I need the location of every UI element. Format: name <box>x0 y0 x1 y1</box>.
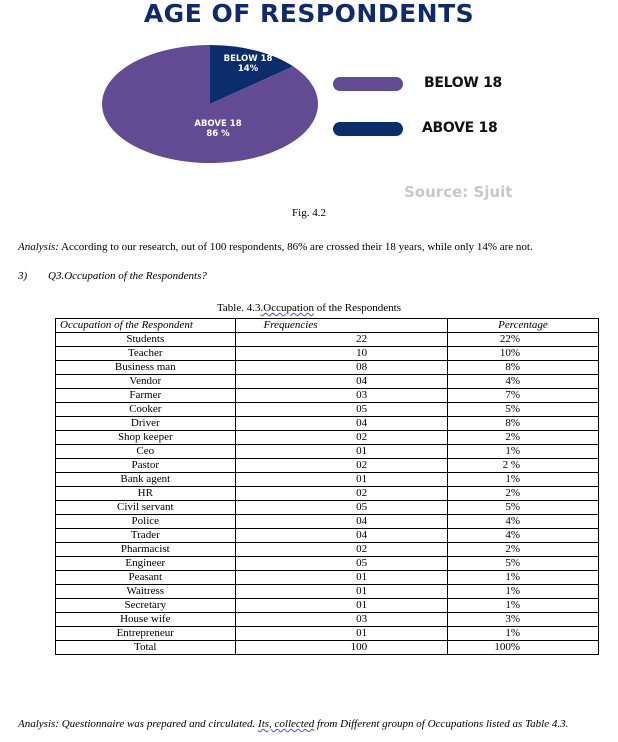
pie-slice-value-label: 86 % <box>206 129 230 139</box>
cell-occupation: Trader <box>56 529 236 543</box>
table-row <box>56 501 599 515</box>
cell-percentage: 8% <box>448 417 599 431</box>
table-row <box>56 571 599 585</box>
cell-occupation: Waitress <box>56 585 236 599</box>
cell-percentage: 5% <box>448 403 599 417</box>
cell-occupation: Police <box>56 515 236 529</box>
cell-frequency: 01 <box>235 473 448 487</box>
chart-source: Source: Sjuit <box>404 183 513 201</box>
cell-frequency: 03 <box>235 389 448 403</box>
cell-occupation: Entrepreneur <box>56 627 236 641</box>
cell-occupation: Teacher <box>56 347 236 361</box>
legend-swatch-above-18 <box>333 122 403 136</box>
cell-percentage: 2% <box>448 431 599 445</box>
cell-frequency: 22 <box>235 333 448 347</box>
occupation-table <box>55 318 599 655</box>
table-caption-prefix: Table. 4.3 <box>216 302 261 314</box>
cell-percentage: 1% <box>448 571 599 585</box>
cell-frequency: 02 <box>235 459 448 473</box>
cell-percentage: 4% <box>448 375 599 389</box>
cell-frequency: 01 <box>235 571 448 585</box>
question-text: Q3.Occupation of the Respondents? <box>48 270 207 282</box>
cell-occupation: Driver <box>56 417 236 431</box>
cell-frequency: 05 <box>235 403 448 417</box>
cell-percentage: 3% <box>448 613 599 627</box>
cell-frequency: 01 <box>235 599 448 613</box>
question-number: 3) <box>18 270 28 282</box>
table-row <box>56 361 599 375</box>
table-total-row <box>56 641 599 655</box>
table-caption <box>0 302 618 314</box>
table-row <box>56 333 599 347</box>
table-row <box>56 515 599 529</box>
cell-frequency: 04 <box>235 375 448 389</box>
cell-frequency: 04 <box>235 515 448 529</box>
cell-occupation: Pharmacist <box>56 543 236 557</box>
cell-percentage: 5% <box>448 501 599 515</box>
cell-percentage: 8% <box>448 361 599 375</box>
chart-title: AGE OF RESPONDENTS <box>143 0 475 28</box>
cell-occupation: Shop keeper <box>56 431 236 445</box>
table-row <box>56 347 599 361</box>
table-row <box>56 445 599 459</box>
cell-occupation: Business man <box>56 361 236 375</box>
table-row <box>56 599 599 613</box>
cell-occupation: Students <box>56 333 236 347</box>
cell-occupation: Pastor <box>56 459 236 473</box>
cell-occupation: Civil servant <box>56 501 236 515</box>
cell-occupation: Engineer <box>56 557 236 571</box>
analysis-label: Analysis: <box>18 241 59 253</box>
cell-frequency: 04 <box>235 529 448 543</box>
cell-percentage: 10% <box>448 347 599 361</box>
cell-percentage: 5% <box>448 557 599 571</box>
analysis-paragraph-1 <box>18 241 533 253</box>
cell-frequency: 10 <box>235 347 448 361</box>
table-row <box>56 557 599 571</box>
cell-occupation: Peasant <box>56 571 236 585</box>
pie-chart <box>100 44 320 169</box>
cell-frequency: 05 <box>235 501 448 515</box>
cell-percentage: 2% <box>448 543 599 557</box>
cell-occupation: Farmer <box>56 389 236 403</box>
analysis2-squiggle: Its, collected <box>258 718 315 730</box>
cell-percentage: 1% <box>448 585 599 599</box>
cell-frequency: 05 <box>235 557 448 571</box>
header-occupation: Occupation of the Respondent <box>56 319 236 333</box>
cell-percentage: 1% <box>448 627 599 641</box>
table-row <box>56 529 599 543</box>
analysis-paragraph-2 <box>18 718 568 730</box>
cell-percentage: 2% <box>448 487 599 501</box>
table-row <box>56 459 599 473</box>
cell-occupation: Vendor <box>56 375 236 389</box>
table-row <box>56 613 599 627</box>
table-row <box>56 389 599 403</box>
table-row <box>56 473 599 487</box>
cell-occupation: Secretary <box>56 599 236 613</box>
header-frequencies: Frequencies <box>235 319 448 333</box>
legend-swatch-below-18 <box>333 77 403 91</box>
figure-caption: Fig. 4.2 <box>292 207 326 219</box>
cell-frequency: 01 <box>235 445 448 459</box>
table-caption-squiggle: .Occupation <box>260 302 314 314</box>
cell-percentage: 1% <box>448 599 599 613</box>
pie-slice-label: ABOVE 18 <box>194 119 242 129</box>
cell-occupation: Bank agent <box>56 473 236 487</box>
pie-slice-value-label: 14% <box>237 64 259 74</box>
cell-percentage: 1% <box>448 445 599 459</box>
table-row <box>56 403 599 417</box>
cell-percentage: 4% <box>448 515 599 529</box>
cell-percentage: 2 % <box>448 459 599 473</box>
cell-frequency: 01 <box>235 627 448 641</box>
table-row <box>56 431 599 445</box>
table-row <box>56 487 599 501</box>
table-row <box>56 627 599 641</box>
cell-occupation: Total <box>56 641 236 655</box>
analysis-text: According to our research, out of 100 respondents, 86% are crossed their 18 years, while only 14% are not. <box>58 241 533 253</box>
table-row <box>56 375 599 389</box>
cell-frequency: 01 <box>235 585 448 599</box>
cell-percentage: 4% <box>448 529 599 543</box>
cell-frequency: 100 <box>235 641 448 655</box>
cell-percentage: 22% <box>448 333 599 347</box>
table-header-row <box>56 319 599 333</box>
legend-label-below-18: BELOW 18 <box>424 75 502 91</box>
cell-occupation: House wife <box>56 613 236 627</box>
cell-percentage: 100% <box>448 641 599 655</box>
cell-percentage: 1% <box>448 473 599 487</box>
cell-percentage: 7% <box>448 389 599 403</box>
legend-label-above-18: ABOVE 18 <box>422 120 498 136</box>
pie-slice-label: BELOW 18 <box>223 54 273 64</box>
cell-occupation: HR <box>56 487 236 501</box>
question-heading <box>18 270 207 282</box>
table-row <box>56 585 599 599</box>
table-row <box>56 543 599 557</box>
cell-occupation: Cooker <box>56 403 236 417</box>
cell-frequency: 02 <box>235 431 448 445</box>
cell-frequency: 03 <box>235 613 448 627</box>
header-percentage: Percentage <box>448 319 599 333</box>
analysis2-part2: from Different groupn of Occupations listed as Table 4.3. <box>314 718 569 730</box>
table-row <box>56 417 599 431</box>
analysis2-part1: Analysis: Questionnaire was prepared and circulated. <box>18 718 259 730</box>
cell-frequency: 02 <box>235 543 448 557</box>
cell-frequency: 08 <box>235 361 448 375</box>
table-caption-suffix: of the Respondents <box>313 302 402 314</box>
cell-frequency: 02 <box>235 487 448 501</box>
cell-occupation: Ceo <box>56 445 236 459</box>
cell-frequency: 04 <box>235 417 448 431</box>
